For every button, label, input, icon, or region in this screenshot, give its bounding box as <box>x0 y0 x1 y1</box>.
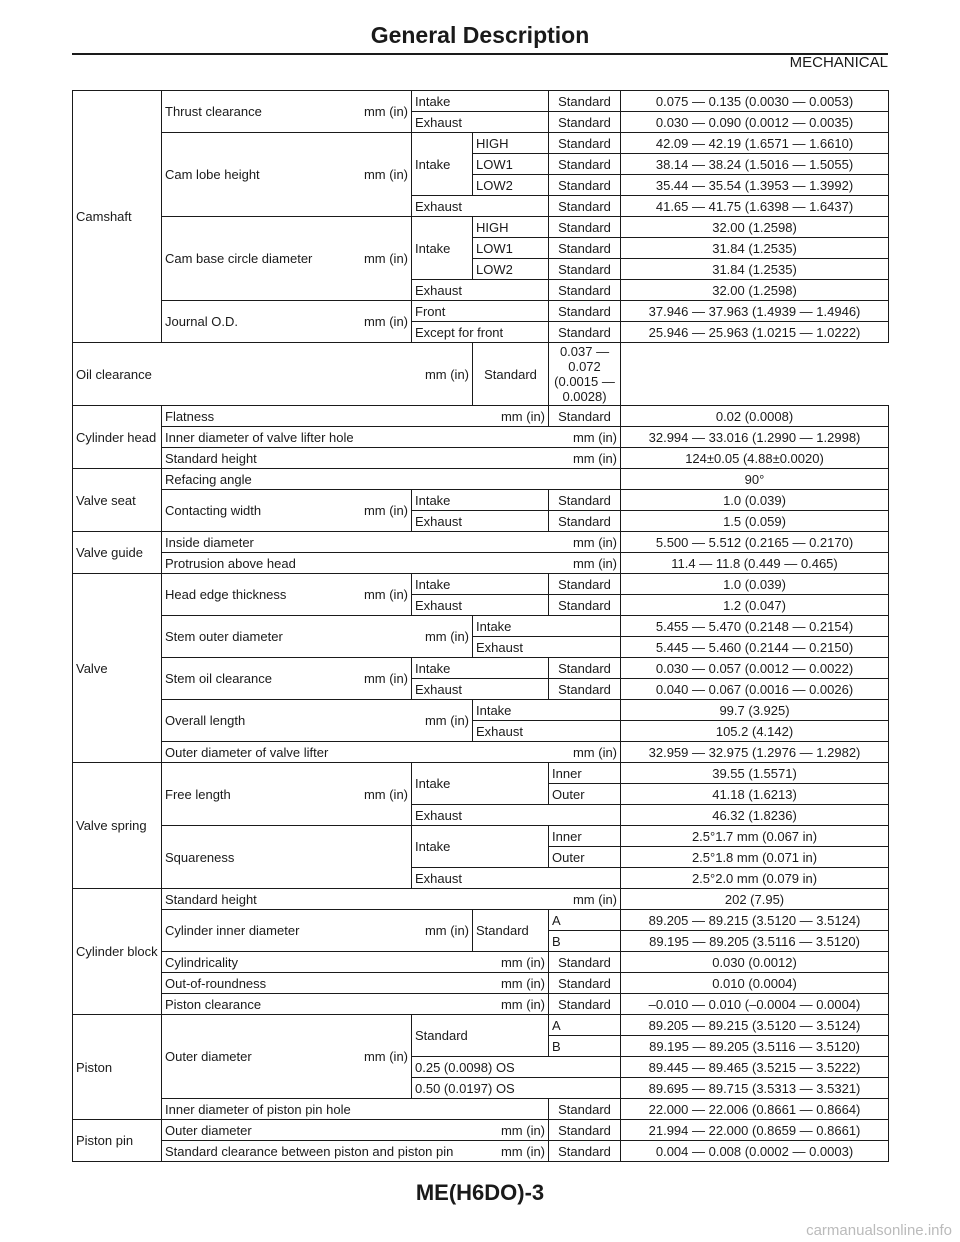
spec-qualifier: Intake <box>412 763 549 805</box>
table-row <box>73 973 889 994</box>
spec-value: 31.84 (1.2535) <box>621 259 889 280</box>
table-row <box>73 994 889 1015</box>
category-valve-spring: Valve spring <box>73 763 162 889</box>
spec-grade: B <box>549 1036 621 1057</box>
table-row <box>73 427 889 448</box>
spec-label: Cylinder inner diameter mm (in) <box>162 910 473 952</box>
category-camshaft: Camshaft <box>73 91 162 343</box>
spec-qualifier: Exhaust <box>412 511 549 532</box>
table-row <box>73 1120 889 1141</box>
spec-value: 89.695 — 89.715 (3.5313 — 3.5321) <box>621 1078 889 1099</box>
spec-value: 46.32 (1.8236) <box>621 805 889 826</box>
spec-subqualifier: LOW1 <box>473 238 549 259</box>
spec-value: –0.010 — 0.010 (–0.0004 — 0.0004) <box>621 994 889 1015</box>
spec-value: 89.195 — 89.205 (3.5116 — 3.5120) <box>621 931 889 952</box>
spec-subqualifier: Outer <box>549 784 621 805</box>
spec-value: 0.030 (0.0012) <box>621 952 889 973</box>
spec-label: Out-of-roundness mm (in) <box>162 973 549 994</box>
spec-value: 89.445 — 89.465 (3.5215 — 3.5222) <box>621 1057 889 1078</box>
spec-subqualifier: Outer <box>549 847 621 868</box>
category-valve: Valve <box>73 574 162 763</box>
spec-standard: Standard <box>549 574 621 595</box>
spec-value: 35.44 — 35.54 (1.3953 — 1.3992) <box>621 175 889 196</box>
spec-label: Standard height mm (in) <box>162 448 621 469</box>
spec-qualifier: Exhaust <box>473 721 621 742</box>
spec-standard: Standard <box>549 1141 621 1162</box>
spec-value: 32.00 (1.2598) <box>621 280 889 301</box>
spec-label: Thrust clearance mm (in) <box>162 91 412 133</box>
table-row <box>73 826 889 847</box>
spec-standard: Standard <box>549 133 621 154</box>
spec-label: Outer diameter mm (in) <box>162 1015 412 1099</box>
spec-value: 5.445 — 5.460 (0.2144 — 0.2150) <box>621 637 889 658</box>
table-row <box>73 616 889 637</box>
spec-qualifier: Exhaust <box>412 112 549 133</box>
spec-label: Flatness mm (in) <box>162 406 549 427</box>
header-rule <box>72 53 888 55</box>
spec-qualifier: Exhaust <box>412 595 549 616</box>
spec-standard: Standard <box>549 1099 621 1120</box>
spec-label: Protrusion above head mm (in) <box>162 553 621 574</box>
spec-value: 25.946 — 25.963 (1.0215 — 1.0222) <box>621 322 889 343</box>
spec-standard: Standard <box>549 301 621 322</box>
spec-qualifier: Exhaust <box>412 805 621 826</box>
spec-qualifier: Intake <box>412 490 549 511</box>
spec-qualifier: Exhaust <box>412 868 621 889</box>
spec-value: 41.18 (1.6213) <box>621 784 889 805</box>
spec-label: Cam base circle diameter mm (in) <box>162 217 412 301</box>
table-row <box>73 406 889 427</box>
table-row <box>73 532 889 553</box>
spec-label: Standard height mm (in) <box>162 889 621 910</box>
table-row <box>73 700 889 721</box>
table-row <box>73 910 889 931</box>
spec-qualifier: 0.25 (0.0098) OS <box>412 1057 621 1078</box>
spec-value: 5.500 — 5.512 (0.2165 — 0.2170) <box>621 532 889 553</box>
spec-value: 89.205 — 89.215 (3.5120 — 3.5124) <box>621 910 889 931</box>
spec-value: 11.4 — 11.8 (0.449 — 0.465) <box>621 553 889 574</box>
spec-standard: Standard <box>412 1015 549 1057</box>
category-valve-guide: Valve guide <box>73 532 162 574</box>
spec-label: Free length mm (in) <box>162 763 412 826</box>
spec-value: 89.205 — 89.215 (3.5120 — 3.5124) <box>621 1015 889 1036</box>
spec-value: 0.010 (0.0004) <box>621 973 889 994</box>
table-row <box>73 763 889 784</box>
table-row <box>73 448 889 469</box>
spec-standard: Standard <box>549 679 621 700</box>
spec-standard: Standard <box>549 511 621 532</box>
spec-standard: Standard <box>473 343 549 406</box>
page-title: General Description <box>370 22 590 48</box>
spec-qualifier: Intake <box>412 574 549 595</box>
spec-grade: B <box>549 931 621 952</box>
spec-value: 2.5°1.7 mm (0.067 in) <box>621 826 889 847</box>
spec-standard: Standard <box>549 1120 621 1141</box>
spec-standard: Standard <box>549 406 621 427</box>
spec-standard: Standard <box>549 280 621 301</box>
spec-label: Overall length mm (in) <box>162 700 473 742</box>
spec-subqualifier: Inner <box>549 826 621 847</box>
spec-label: Outer diameter mm (in) <box>162 1120 549 1141</box>
spec-qualifier: Intake <box>412 91 549 112</box>
spec-value: 0.030 — 0.057 (0.0012 — 0.0022) <box>621 658 889 679</box>
spec-value: 1.5 (0.059) <box>621 511 889 532</box>
spec-qualifier: 0.50 (0.0197) OS <box>412 1078 621 1099</box>
spec-value: 31.84 (1.2535) <box>621 238 889 259</box>
spec-value: 90° <box>621 469 889 490</box>
table-row <box>73 1141 889 1162</box>
spec-standard: Standard <box>549 952 621 973</box>
spec-value: 0.040 — 0.067 (0.0016 — 0.0026) <box>621 679 889 700</box>
table-row <box>73 658 889 679</box>
spec-standard: Standard <box>473 910 549 952</box>
spec-label: Standard clearance between piston and piston pin mm (in) <box>162 1141 549 1162</box>
spec-label: Stem oil clearance mm (in) <box>162 658 412 700</box>
spec-value: 0.075 — 0.135 (0.0030 — 0.0053) <box>621 91 889 112</box>
spec-label: Stem outer diameter mm (in) <box>162 616 473 658</box>
section-name: MECHANICAL <box>789 54 888 71</box>
spec-qualifier: Exhaust <box>412 679 549 700</box>
spec-standard: Standard <box>549 112 621 133</box>
spec-value: 105.2 (4.142) <box>621 721 889 742</box>
table-row <box>73 574 889 595</box>
table-row <box>73 301 889 322</box>
spec-value: 99.7 (3.925) <box>621 700 889 721</box>
spec-qualifier: Except for front <box>412 322 549 343</box>
spec-value: 38.14 — 38.24 (1.5016 — 1.5055) <box>621 154 889 175</box>
spec-label: Contacting width mm (in) <box>162 490 412 532</box>
spec-grade: A <box>549 910 621 931</box>
spec-qualifier: Exhaust <box>412 196 549 217</box>
spec-subqualifier: LOW1 <box>473 154 549 175</box>
spec-standard: Standard <box>549 175 621 196</box>
spec-standard: Standard <box>549 91 621 112</box>
spec-value: 0.02 (0.0008) <box>621 406 889 427</box>
spec-label: Refacing angle <box>162 469 621 490</box>
spec-value: 5.455 — 5.470 (0.2148 — 0.2154) <box>621 616 889 637</box>
spec-label: Outer diameter of valve lifter mm (in) <box>162 742 621 763</box>
spec-value: 39.55 (1.5571) <box>621 763 889 784</box>
spec-subqualifier: HIGH <box>473 217 549 238</box>
page-code: ME(H6DO)-3 <box>415 1180 545 1205</box>
spec-value: 1.0 (0.039) <box>621 574 889 595</box>
spec-qualifier: Front <box>412 301 549 322</box>
table-row <box>73 742 889 763</box>
spec-value: 32.994 — 33.016 (1.2990 — 1.2998) <box>621 427 889 448</box>
spec-subqualifier: LOW2 <box>473 259 549 280</box>
spec-standard: Standard <box>549 994 621 1015</box>
spec-value: 42.09 — 42.19 (1.6571 — 1.6610) <box>621 133 889 154</box>
spec-qualifier: Intake <box>412 658 549 679</box>
spec-standard: Standard <box>549 259 621 280</box>
spec-label: Inner diameter of piston pin hole <box>162 1099 549 1120</box>
spec-label: Head edge thickness mm (in) <box>162 574 412 616</box>
spec-value: 21.994 — 22.000 (0.8659 — 0.8661) <box>621 1120 889 1141</box>
spec-label: Journal O.D. mm (in) <box>162 301 412 343</box>
spec-standard: Standard <box>549 322 621 343</box>
spec-qualifier: Intake <box>412 826 549 868</box>
spec-standard: Standard <box>549 973 621 994</box>
category-piston-pin: Piston pin <box>73 1120 162 1162</box>
category-cylinder-head: Cylinder head <box>73 406 162 469</box>
category-piston: Piston <box>73 1015 162 1120</box>
spec-standard: Standard <box>549 238 621 259</box>
table-row <box>73 1099 889 1120</box>
spec-grade: A <box>549 1015 621 1036</box>
spec-value: 41.65 — 41.75 (1.6398 — 1.6437) <box>621 196 889 217</box>
table-row <box>73 469 889 490</box>
category-valve-seat: Valve seat <box>73 469 162 532</box>
spec-standard: Standard <box>549 490 621 511</box>
table-row <box>73 952 889 973</box>
spec-standard: Standard <box>549 595 621 616</box>
table-row <box>73 490 889 511</box>
specification-table <box>72 90 889 1162</box>
spec-value: 124±0.05 (4.88±0.0020) <box>621 448 889 469</box>
spec-value: 1.0 (0.039) <box>621 490 889 511</box>
spec-value: 2.5°2.0 mm (0.079 in) <box>621 868 889 889</box>
watermark: carmanualsonline.info <box>806 1222 952 1239</box>
spec-value: 89.195 — 89.205 (3.5116 — 3.5120) <box>621 1036 889 1057</box>
spec-value: 32.959 — 32.975 (1.2976 — 1.2982) <box>621 742 889 763</box>
spec-label: Inside diameter mm (in) <box>162 532 621 553</box>
spec-subqualifier: LOW2 <box>473 175 549 196</box>
spec-qualifier: Intake <box>473 616 621 637</box>
spec-subqualifier: Inner <box>549 763 621 784</box>
spec-value: 0.030 — 0.090 (0.0012 — 0.0035) <box>621 112 889 133</box>
table-row <box>73 133 889 154</box>
spec-qualifier: Intake <box>412 217 473 280</box>
spec-label: Oil clearance mm (in) <box>73 343 473 406</box>
spec-qualifier: Exhaust <box>473 637 621 658</box>
spec-standard: Standard <box>549 217 621 238</box>
spec-value: 2.5°1.8 mm (0.071 in) <box>621 847 889 868</box>
spec-label: Cam lobe height mm (in) <box>162 133 412 217</box>
spec-qualifier: Intake <box>473 700 621 721</box>
spec-value: 22.000 — 22.006 (0.8661 — 0.8664) <box>621 1099 889 1120</box>
spec-label: Squareness <box>162 826 412 889</box>
spec-standard: Standard <box>549 658 621 679</box>
table-row <box>73 889 889 910</box>
spec-label: Cylindricality mm (in) <box>162 952 549 973</box>
spec-value: 1.2 (0.047) <box>621 595 889 616</box>
spec-standard: Standard <box>549 154 621 175</box>
category-cylinder-block: Cylinder block <box>73 889 162 1015</box>
spec-value: 202 (7.95) <box>621 889 889 910</box>
table-row <box>73 1015 889 1036</box>
table-row <box>73 553 889 574</box>
spec-subqualifier: HIGH <box>473 133 549 154</box>
table-row <box>73 91 889 112</box>
spec-label: Piston clearance mm (in) <box>162 994 549 1015</box>
table-row <box>73 217 889 238</box>
spec-value: 37.946 — 37.963 (1.4939 — 1.4946) <box>621 301 889 322</box>
spec-qualifier: Intake <box>412 133 473 196</box>
spec-value: 0.037 — 0.072 (0.0015 — 0.0028) <box>549 343 621 406</box>
spec-value: 0.004 — 0.008 (0.0002 — 0.0003) <box>621 1141 889 1162</box>
spec-qualifier: Exhaust <box>412 280 549 301</box>
table-row <box>73 343 889 406</box>
spec-standard: Standard <box>549 196 621 217</box>
spec-label: Inner diameter of valve lifter hole mm (in) <box>162 427 621 448</box>
spec-value: 32.00 (1.2598) <box>621 217 889 238</box>
